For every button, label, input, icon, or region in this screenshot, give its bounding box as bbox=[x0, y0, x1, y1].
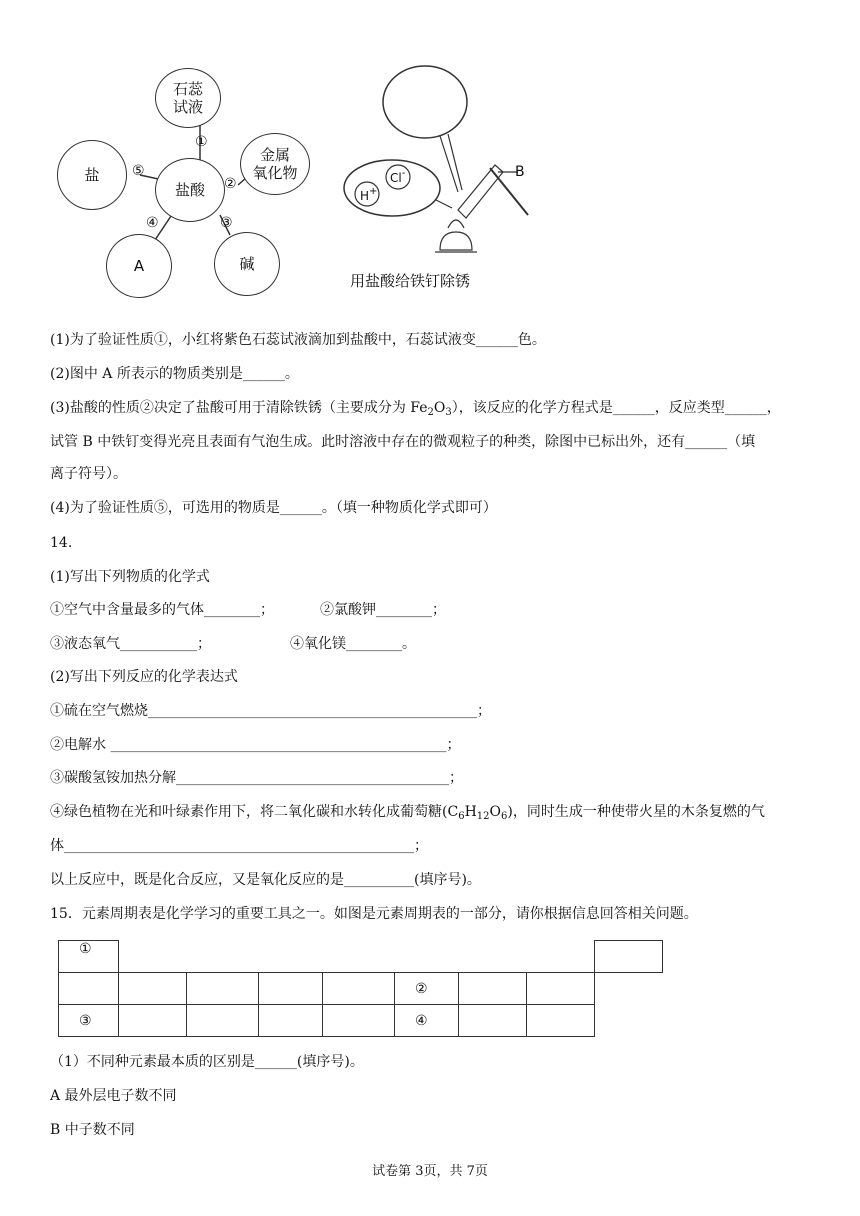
q13-part4: (4)为了验证性质⑤，可选用的物质是______。（填一种物质化学式即可） bbox=[50, 500, 497, 516]
q14-item4: ④氧化镁________。 bbox=[290, 636, 416, 652]
q13-part3-cont: 试管 B 中铁钉变得光亮且表面有气泡生成。此时溶液中存在的微观粒子的种类，除图中已标出外，还有______（填 bbox=[50, 434, 756, 450]
cell-2: ② bbox=[395, 973, 459, 1005]
label-1: ① bbox=[195, 134, 208, 150]
ion-h: H+ bbox=[360, 186, 378, 203]
q14-item2: ②氯酸钾________； bbox=[320, 602, 446, 618]
metal-oxide-node: 金属 氧化物 bbox=[240, 133, 310, 195]
q15-option-b: B 中子数不同 bbox=[50, 1122, 135, 1138]
cell-4: ④ bbox=[395, 1005, 459, 1037]
table-gap bbox=[119, 941, 595, 973]
ion-cl: Cl- bbox=[390, 168, 406, 185]
salt-node: 盐 bbox=[57, 140, 127, 210]
label-4: ④ bbox=[146, 215, 159, 231]
periodic-table-fragment bbox=[58, 940, 663, 1037]
q14-part2-heading: (2)写出下列反应的化学表达式 bbox=[50, 669, 238, 685]
q13-part3: (3)盐酸的性质②决定了盐酸可用于清除铁锈（主要成分为 $Fe_2O_3$），该反应的化学方程式是______，反应类型______， bbox=[50, 400, 781, 418]
node-a: A bbox=[106, 234, 172, 298]
apparatus-drawing bbox=[340, 60, 550, 260]
q14-summary: 以上反应中，既是化合反应，又是氧化反应的是__________(填序号)。 bbox=[50, 872, 481, 888]
q14-reaction2: ②电解水 ________________________________________________； bbox=[50, 737, 461, 753]
q14-reaction3: ③碳酸氢铵加热分解_______________________________________； bbox=[50, 770, 463, 786]
q14-item1: ①空气中含量最多的气体________； bbox=[50, 602, 274, 618]
hcl-center-node: 盐酸 bbox=[155, 158, 225, 222]
base-node: 碱 bbox=[214, 232, 280, 296]
label-3: ③ bbox=[220, 215, 233, 231]
label-b: B bbox=[515, 164, 525, 180]
page-footer: 试卷第 3页，共 7页 bbox=[372, 1164, 488, 1179]
q14-part1-heading: (1)写出下列物质的化学式 bbox=[50, 569, 210, 585]
q14-number: 14. bbox=[50, 535, 73, 551]
cell-1: ① bbox=[59, 941, 119, 973]
q14-reaction4-cont: 体__________________________________________________； bbox=[50, 838, 428, 854]
label-2: ② bbox=[224, 176, 237, 192]
q14-reaction4: ④绿色植物在光和叶绿素作用下，将二氧化碳和水转化成葡萄糖$(C_6H_{12}O_6)$，同时生成一种使带火星的木条复燃的气 bbox=[50, 804, 765, 822]
q14-item3: ③液态氧气___________； bbox=[50, 636, 211, 652]
q13-part1: (1)为了验证性质①，小红将紫色石蕊试液滴加到盐酸中，石蕊试液变______色。 bbox=[50, 332, 546, 348]
q13-part3-end: 离子符号）。 bbox=[50, 466, 127, 482]
litmus-node: 石蕊 试液 bbox=[155, 68, 221, 128]
q14-reaction1: ①硫在空气燃烧_______________________________________________； bbox=[50, 703, 491, 719]
q15-option-a: A 最外层电子数不同 bbox=[50, 1088, 177, 1104]
apparatus-caption: 用盐酸给铁钉除锈 bbox=[350, 272, 471, 290]
q13-part2: (2)图中 A 所表示的物质类别是______。 bbox=[50, 366, 299, 382]
q15-sub1: （1）不同种元素最本质的区别是______(填序号)。 bbox=[50, 1054, 364, 1070]
cell-top-right bbox=[595, 941, 663, 973]
q15-stem: 15．元素周期表是化学学习的重要工具之一。如图是元素周期表的一部分，请你根据信息回答相关问题。 bbox=[50, 906, 698, 922]
label-5: ⑤ bbox=[132, 163, 145, 179]
cell-3: ③ bbox=[59, 1005, 119, 1037]
